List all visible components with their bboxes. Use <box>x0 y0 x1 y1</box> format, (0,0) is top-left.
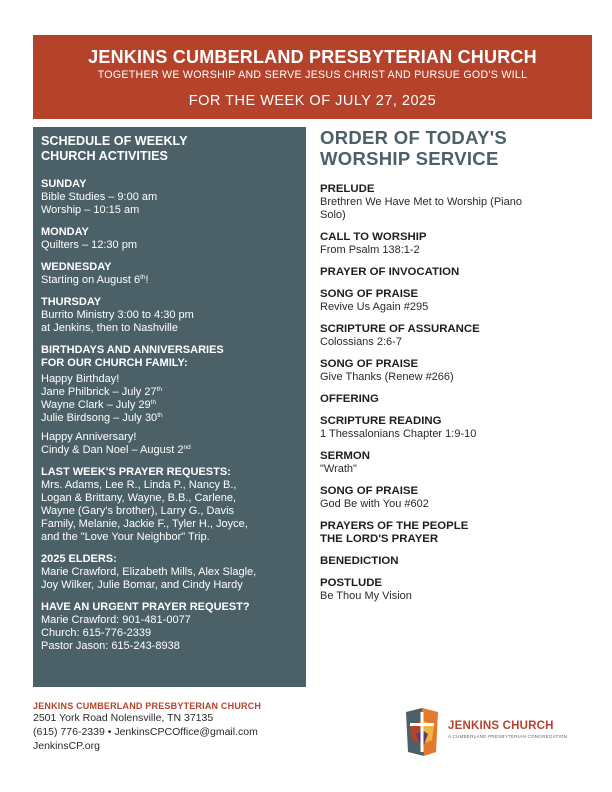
service-item-heading: POSTLUDE <box>320 577 383 589</box>
section-heading: HAVE AN URGENT PRAYER REQUEST? <box>41 601 250 613</box>
service-item <box>320 577 592 603</box>
service-item <box>320 183 592 222</box>
monday-section: MONDAY Quilters – 12:30 pm <box>41 226 298 252</box>
service-item <box>320 266 592 279</box>
birthdays-section: BIRTHDAYS AND ANNIVERSARIES FOR OUR CHURCH FAMILY: Happy Birthday! Jane Philbrick – July 27th Wayne Clark – July 29th Julie Birdsong – July 30th Happy Anniversary! Cindy & Dan Noel – August 2nd <box>41 344 298 457</box>
service-item-heading: CALL TO WORSHIP <box>320 231 427 243</box>
service-item-heading: BENEDICTION <box>320 555 399 567</box>
wednesday-section: WEDNESDAY Starting on August 6th! <box>41 261 298 287</box>
service-item-text: Revive Us Again #295 <box>320 301 429 313</box>
footer-website-link[interactable]: JenkinsCP.org <box>33 740 100 752</box>
section-heading: BIRTHDAYS AND ANNIVERSARIES <box>41 344 224 356</box>
church-logo <box>402 706 592 762</box>
sunday-section: SUNDAY Bible Studies – 9:00 am Worship – 10:15 am <box>41 178 298 217</box>
service-item-heading: SONG OF PRAISE <box>320 485 419 497</box>
service-item <box>320 555 592 568</box>
thursday-section: THURSDAY Burrito Ministry 3:00 to 4:30 pm at Jenkins, then to Nashville <box>41 296 298 335</box>
footer-church-name: JENKINS CUMBERLAND PRESBYTERIAN CHURCH <box>33 701 262 711</box>
service-item-heading: PRELUDE <box>320 183 375 195</box>
elders-section: 2025 ELDERS: Marie Crawford, Elizabeth Mills, Alex Slagle, Joy Wilker, Julie Bomar, and Cindy Hardy <box>41 553 298 592</box>
service-item-text: 1 Thessalonians Chapter 1:9-10 <box>320 428 477 440</box>
footer-phone-email[interactable]: (615) 776-2339 • JenkinsCPCOffice@gmail.com <box>33 726 258 738</box>
service-items-list <box>320 183 592 603</box>
service-item-text: Give Thanks (Renew #266) <box>320 371 454 383</box>
service-item-text: Solo) <box>320 209 346 221</box>
list-item: Wayne Clark – July 29th <box>41 399 157 411</box>
service-item-heading: PRAYERS OF THE PEOPLE <box>320 520 469 532</box>
service-item-heading: SCRIPTURE READING <box>320 415 442 427</box>
church-tagline: TOGETHER WE WORSHIP AND SERVE JESUS CHRIST AND PURSUE GOD'S WILL <box>97 69 528 81</box>
section-heading: LAST WEEK'S PRAYER REQUESTS: <box>41 466 231 478</box>
service-item <box>320 520 592 546</box>
header-banner <box>33 35 592 119</box>
section-heading: THURSDAY <box>41 296 102 308</box>
list-item: Jane Philbrick – July 27th <box>41 386 162 398</box>
service-item <box>320 288 592 314</box>
prayer-requests-section: LAST WEEK'S PRAYER REQUESTS: Mrs. Adams, Lee R., Linda P., Nancy B., Logan & Brittany, Wayne, B.B., Carlene, Wayne (Gary's brother), Larry G., Davis Family, Melanie, Jackie F., Tyler H., Joyce, and the "Love Your Neighbor" Trip. <box>41 466 298 544</box>
service-item-text: God Be with You #602 <box>320 498 429 510</box>
service-item-text: Brethren We Have Met to Worship (Piano <box>320 196 522 208</box>
list-item: Julie Birdsong – July 30th <box>41 412 163 424</box>
service-item <box>320 393 592 406</box>
service-item <box>320 231 592 257</box>
section-heading: MONDAY <box>41 226 89 238</box>
service-item-heading: SCRIPTURE OF ASSURANCE <box>320 323 480 335</box>
activities-title: SCHEDULE OF WEEKLY CHURCH ACTIVITIES <box>41 134 188 163</box>
logo-subtitle: A CUMBERLAND PRESBYTERIAN CONGREGATION <box>448 734 568 739</box>
order-title: ORDER OF TODAY'S WORSHIP SERVICE <box>320 127 508 169</box>
service-item-text: Colossians 2:6-7 <box>320 336 402 348</box>
service-item-text: From Psalm 138:1-2 <box>320 244 420 256</box>
weekly-activities-panel <box>33 127 306 687</box>
service-item <box>320 450 592 476</box>
order-of-service <box>320 127 592 612</box>
service-item-heading: OFFERING <box>320 393 379 405</box>
logo-name: JENKINS CHURCH <box>448 720 554 732</box>
service-item-text: "Wrath" <box>320 463 357 475</box>
service-item-heading: SERMON <box>320 450 370 462</box>
service-item-heading: SONG OF PRAISE <box>320 358 419 370</box>
service-item <box>320 323 592 349</box>
footer-contact <box>33 701 333 753</box>
service-item-heading: PRAYER OF INVOCATION <box>320 266 460 278</box>
service-item <box>320 415 592 441</box>
cross-flame-logo-icon <box>402 706 442 758</box>
week-date: FOR THE WEEK OF JULY 27, 2025 <box>188 93 437 109</box>
section-heading: 2025 ELDERS: <box>41 553 117 565</box>
service-item-text: Be Thou My Vision <box>320 590 412 602</box>
service-item <box>320 485 592 511</box>
section-heading: WEDNESDAY <box>41 261 112 273</box>
church-title: JENKINS CUMBERLAND PRESBYTERIAN CHURCH <box>88 47 537 67</box>
service-item-heading: THE LORD'S PRAYER <box>320 533 439 545</box>
service-item <box>320 358 592 384</box>
service-item-heading: SONG OF PRAISE <box>320 288 419 300</box>
section-heading: SUNDAY <box>41 178 87 190</box>
footer-address: 2501 York Road Nolensville, TN 37135 <box>33 712 214 724</box>
urgent-prayer-section: HAVE AN URGENT PRAYER REQUEST? Marie Crawford: 901-481-0077 Church: 615-776-2339 Pastor Jason: 615-243-8938 <box>41 601 298 653</box>
list-item: Cindy & Dan Noel – August 2nd <box>41 444 191 456</box>
